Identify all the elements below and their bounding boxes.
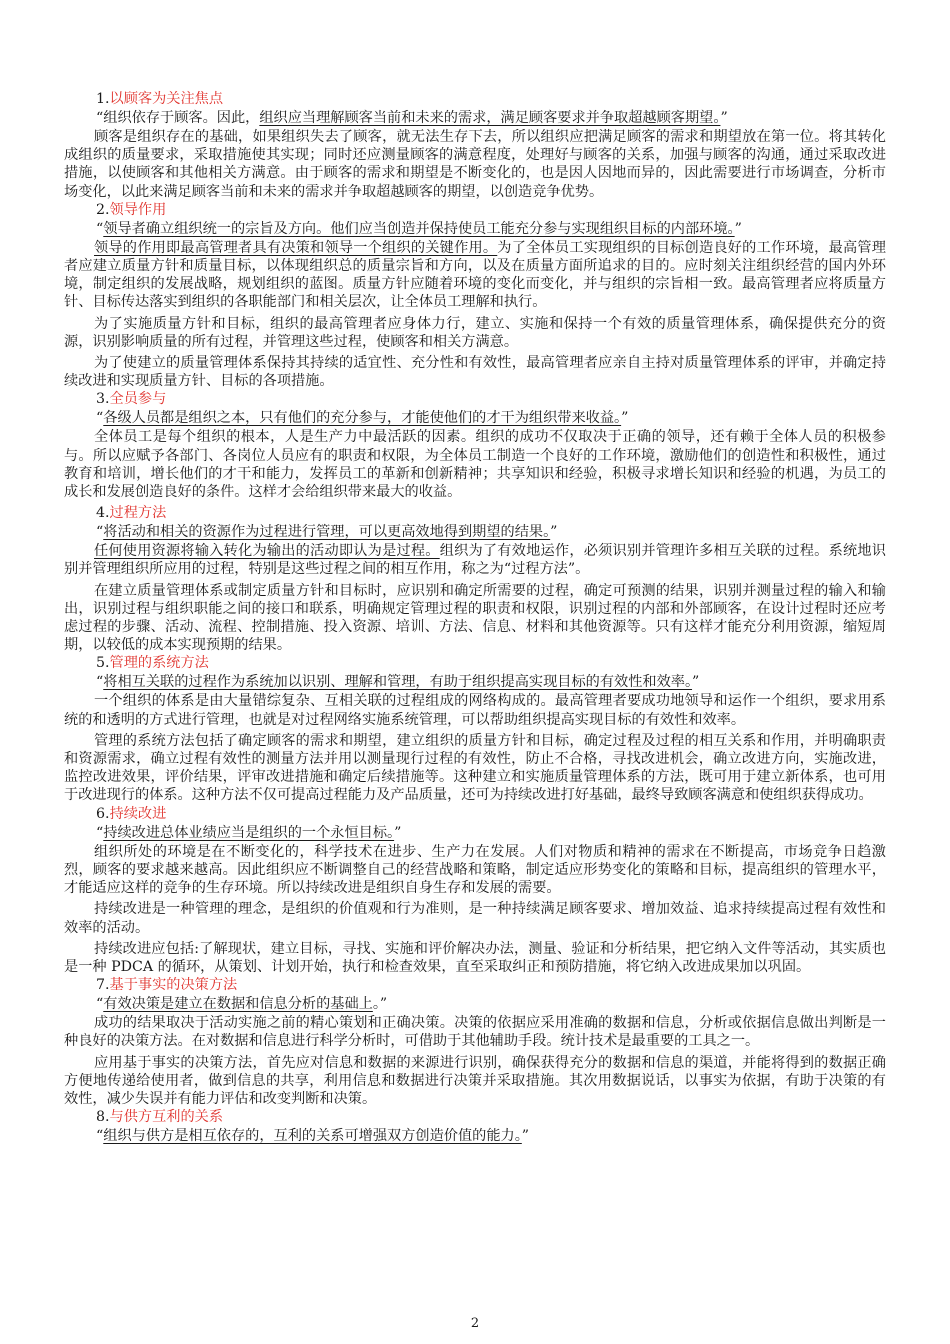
section-heading-5 (64, 654, 886, 673)
section-number: 1. (96, 91, 110, 107)
underlined-sentence: 任何使用资源将输入转化为输出的活动即认为是过程。 (94, 543, 440, 560)
section-title: 管理的系统方法 (109, 655, 209, 672)
section-number: 2. (96, 201, 110, 218)
section-title: 过程方法 (109, 505, 167, 522)
principle-quote-5 (64, 673, 886, 692)
quote-open: “ (96, 110, 104, 126)
quote-text: 组织依存于顾客。因此， (103, 110, 260, 126)
quote-underlined: 将相互关联的过程作为系统加以识别、理解和管理，有助于组织提高实现目标的有效性和效率。 (103, 674, 693, 691)
paragraph-text: 组织为了有效地运作，必须识别并管理许多相互关联的过程。系统地识别并管理组织所应用的过程，特别是这些过程之间的相互作用，称之为“过程方法”。 (64, 543, 886, 578)
quote-open: “ (96, 410, 104, 427)
quote-close: ” (621, 410, 629, 427)
paragraph (64, 542, 886, 578)
section-heading-4 (64, 504, 886, 523)
section-number: 8. (96, 1109, 110, 1126)
paragraph: 应用基于事实的决策方法，首先应对信息和数据的来源进行识别，确保获得充分的数据和信息的渠道，并能将得到的数据正确方便地传递给使用者，做到信息的共享，利用信息和数据进行决策并采取措施。其次用数据说话，以事实为依据，有助于决策的有效性，减少失误并有能力评估和改变判断和决策。 (64, 1054, 886, 1107)
section-number: 4. (96, 505, 110, 522)
section-heading-1 (64, 90, 886, 109)
section-title: 基于事实的决策方法 (109, 977, 238, 994)
principle-quote-3 (64, 409, 886, 428)
page-number: 2 (470, 1316, 480, 1331)
paragraph: 全体员工是每个组织的根本，人是生产力中最活跃的因素。组织的成功不仅取决于正确的领导，还有赖于全体人员的积极参与。所以应赋予各部门、各岗位人员应有的职责和权限，为全体员工制造一个良好的工作环境，激励他们的创造性和积极性，通过教育和培训，增长他们的才干和能力，发挥员工的革新和创新精神；共享知识和经验，积极寻求增长知识和经验的机遇，为员工的成长和发展创造良好的条件。这样才会给组织带来最大的收益。 (64, 429, 886, 501)
section-number: 5. (96, 655, 110, 672)
quote-close: ” (692, 674, 700, 691)
paragraph: 顾客是组织存在的基础，如果组织失去了顾客，就无法生存下去，所以组织应把满足顾客的需求和期望放在第一位。将其转化成组织的质量要求，采取措施使其实现；同时还应测量顾客的满意程度，处理好与顾客的关系，加强与顾客的沟通，通过采取改进措施，以使顾客和其他相关方满意。由于顾客的需求和期望是不断变化的，也是因人因地而异的，因此需要进行市场调查，分析市场变化，以此来满足顾客当前和未来的需求并争取超越顾客的期望，以创造竞争优势。 (64, 129, 886, 200)
section-title: 与供方互利的关系 (109, 1109, 224, 1126)
paragraph-text: 为了全体员工实现组织的目标创造良好的工作环境，最高管理者应建立质量方针和质量目标，以体现组织总的质量宗旨和方向，以及在质量方面所追求的目的。应时刻关注组织经营的国内外环境，制定组织的发展战略，规划组织的蓝图。质量方针应随着环境的变化而变化，并与组织的宗旨相一致。最高管理者应将质量方针、目标传达落实到组织的各职能部门和相关层次，让全体员工理解和执行。 (64, 239, 886, 311)
principle-quote-2 (64, 220, 886, 239)
principle-quote-7 (64, 995, 886, 1014)
quote-underlined: 组织与供方是相互依存的，互利的关系可增强双方创造价值的能力。 (103, 1128, 522, 1145)
quote-close: ” (394, 824, 402, 841)
quote-open: “ (96, 674, 104, 691)
section-heading-8 (64, 1108, 886, 1127)
paragraph: 持续改进是一种管理的理念，是组织的价值观和行为准则，是一种持续满足顾客要求、增加效益、追求持续提高过程有效性和效率的活动。 (64, 901, 886, 936)
principle-quote-6 (64, 824, 886, 843)
quote-close: ” (734, 220, 742, 237)
paragraph: 持续改进应包括:了解现状，建立目标，寻找、实施和评价解决办法，测量、验证和分析结果，把它纳入文件等活动，其实质也是一种 PDCA 的循环，从策划、计划开始，执行和检查效果，直至采取纠正和预防措施，将它纳入改进成果加以巩固。 (64, 940, 886, 975)
paragraph: 成功的结果取决于活动实施之前的精心策划和正确决策。决策的依据应采用准确的数据和信息，分析或依据信息做出判断是一种良好的决策方法。在对数据和信息进行科学分析时，可借助于其他辅助手段。统计技术是最重要的工具之一。 (64, 1015, 886, 1050)
paragraph: 为了使建立的质量管理体系保持其持续的适宜性、充分性和有效性，最高管理者应亲自主持对质量管理体系的评审，并确定持续改进和实现质量方针、目标的各项措施。 (64, 355, 886, 390)
paragraph: 为了实施质量方针和目标，组织的最高管理者应身体力行，建立、实施和保持一个有效的质量管理体系，确保提供充分的资源，识别影响质量的所有过程，并管理这些过程，使顾客和相关方满意。 (64, 315, 886, 350)
principle-quote-1 (64, 109, 886, 128)
section-title: 持续改进 (109, 805, 167, 822)
paragraph: 组织所处的环境是在不断变化的，科学技术在进步、生产力在发展。人们对物质和精神的需求在不断提高，市场竞争日趋激烈，顾客的要求越来越高。因此组织应不断调整自己的经营战略和策略，制定适应形势变化的策略和目标，提高组织的管理水平，才能适应这样的竞争的生存环境。所以持续改进是组织自身生存和发展的需要。 (64, 843, 886, 897)
quote-close: 。” (372, 996, 388, 1013)
quote-underlined: 将活动和相关的资源作为过程进行管理，可以更高效地得到期望的结果。 (103, 524, 551, 541)
paragraph (64, 239, 886, 312)
quote-underlined: 各级人员都是组织之本，只有他们的充分参与，才能使他们的才干为组织带来收益。 (103, 410, 622, 427)
principle-quote-4 (64, 523, 886, 542)
section-heading-7 (64, 976, 886, 995)
quote-underlined: 持续改进总体业绩应当是组织的一个永恒目标。 (103, 824, 395, 841)
section-number: 6. (96, 805, 110, 822)
quote-underlined: 有效决策是建立在数据和信息分析的基础上 (103, 996, 373, 1013)
quote-close: ” (550, 524, 558, 541)
document-body (64, 90, 886, 1146)
section-title: 以顾客为关注焦点 (109, 91, 224, 107)
quote-open: “ (96, 220, 104, 237)
quote-open: “ (96, 524, 104, 541)
paragraph: 在建立质量管理体系或制定质量方针和目标时，应识别和确定所需要的过程，确定可预测的结果，识别并测量过程的输入和输出，识别过程与组织职能之间的接口和联系，明确规定管理过程的职责和权限，识别过程的内部和外部顾客，在设计过程时还应考虑过程的步骤、活动、流程、控制措施、投入资源、培训、方法、信息、材料和其他资源等。只有这样才能充分利用资源，缩短周期，以较低的成本实现预期的结果。 (64, 582, 886, 654)
quote-underlined: 组织应当理解顾客当前和未来的需求，满足顾客要求并争取超越顾客期望。 (259, 110, 721, 126)
underlined-sentence: 领导的作用即最高管理者具有决策和领导一个组织的关键作用。 (94, 239, 498, 256)
section-number: 7. (96, 977, 110, 994)
section-title: 领导作用 (109, 201, 167, 218)
quote-close: ” (521, 1128, 530, 1145)
quote-underlined: 领导者确立组织统一的宗旨及方向。他们应当创造并保持使员工能充分参与实现组织目标的内部环境。 (103, 220, 735, 237)
quote-close: ” (720, 110, 728, 126)
section-heading-3 (64, 390, 886, 409)
principle-quote-8 (64, 1127, 886, 1146)
section-number: 3. (96, 391, 110, 408)
quote-open: “ (96, 1128, 104, 1145)
paragraph: 管理的系统方法包括了确定顾客的需求和期望，建立组织的质量方针和目标，确定过程及过程的相互关系和作用，并明确职责和资源需求，确立过程有效性的测量方法并用以测量现行过程的有效性，防止不合格，寻找改进机会，确立改进方向，实施改进，监控改进效果，评价结果，评审改进措施和确定后续措施等。这种建立和实施质量管理体系的方法，既可用于建立新体系，也可用于改进现行的体系。这种方法不仅可提高过程能力及产品质量，还可为持续改进打好基础，最终导致顾客满意和使组织获得成功。 (64, 732, 886, 804)
section-heading-6 (64, 805, 886, 824)
section-heading-2 (64, 201, 886, 220)
section-title: 全员参与 (109, 391, 167, 408)
paragraph: 一个组织的体系是由大量错综复杂、互相关联的过程组成的网络构成的。最高管理者要成功地领导和运作一个组织，要求用系统的和透明的方式进行管理，也就是对过程网络实施系统管理，可以帮助组织提高实现目标的有效性和效率。 (64, 693, 886, 728)
quote-open: “ (96, 824, 104, 841)
quote-open: “ (96, 996, 104, 1013)
